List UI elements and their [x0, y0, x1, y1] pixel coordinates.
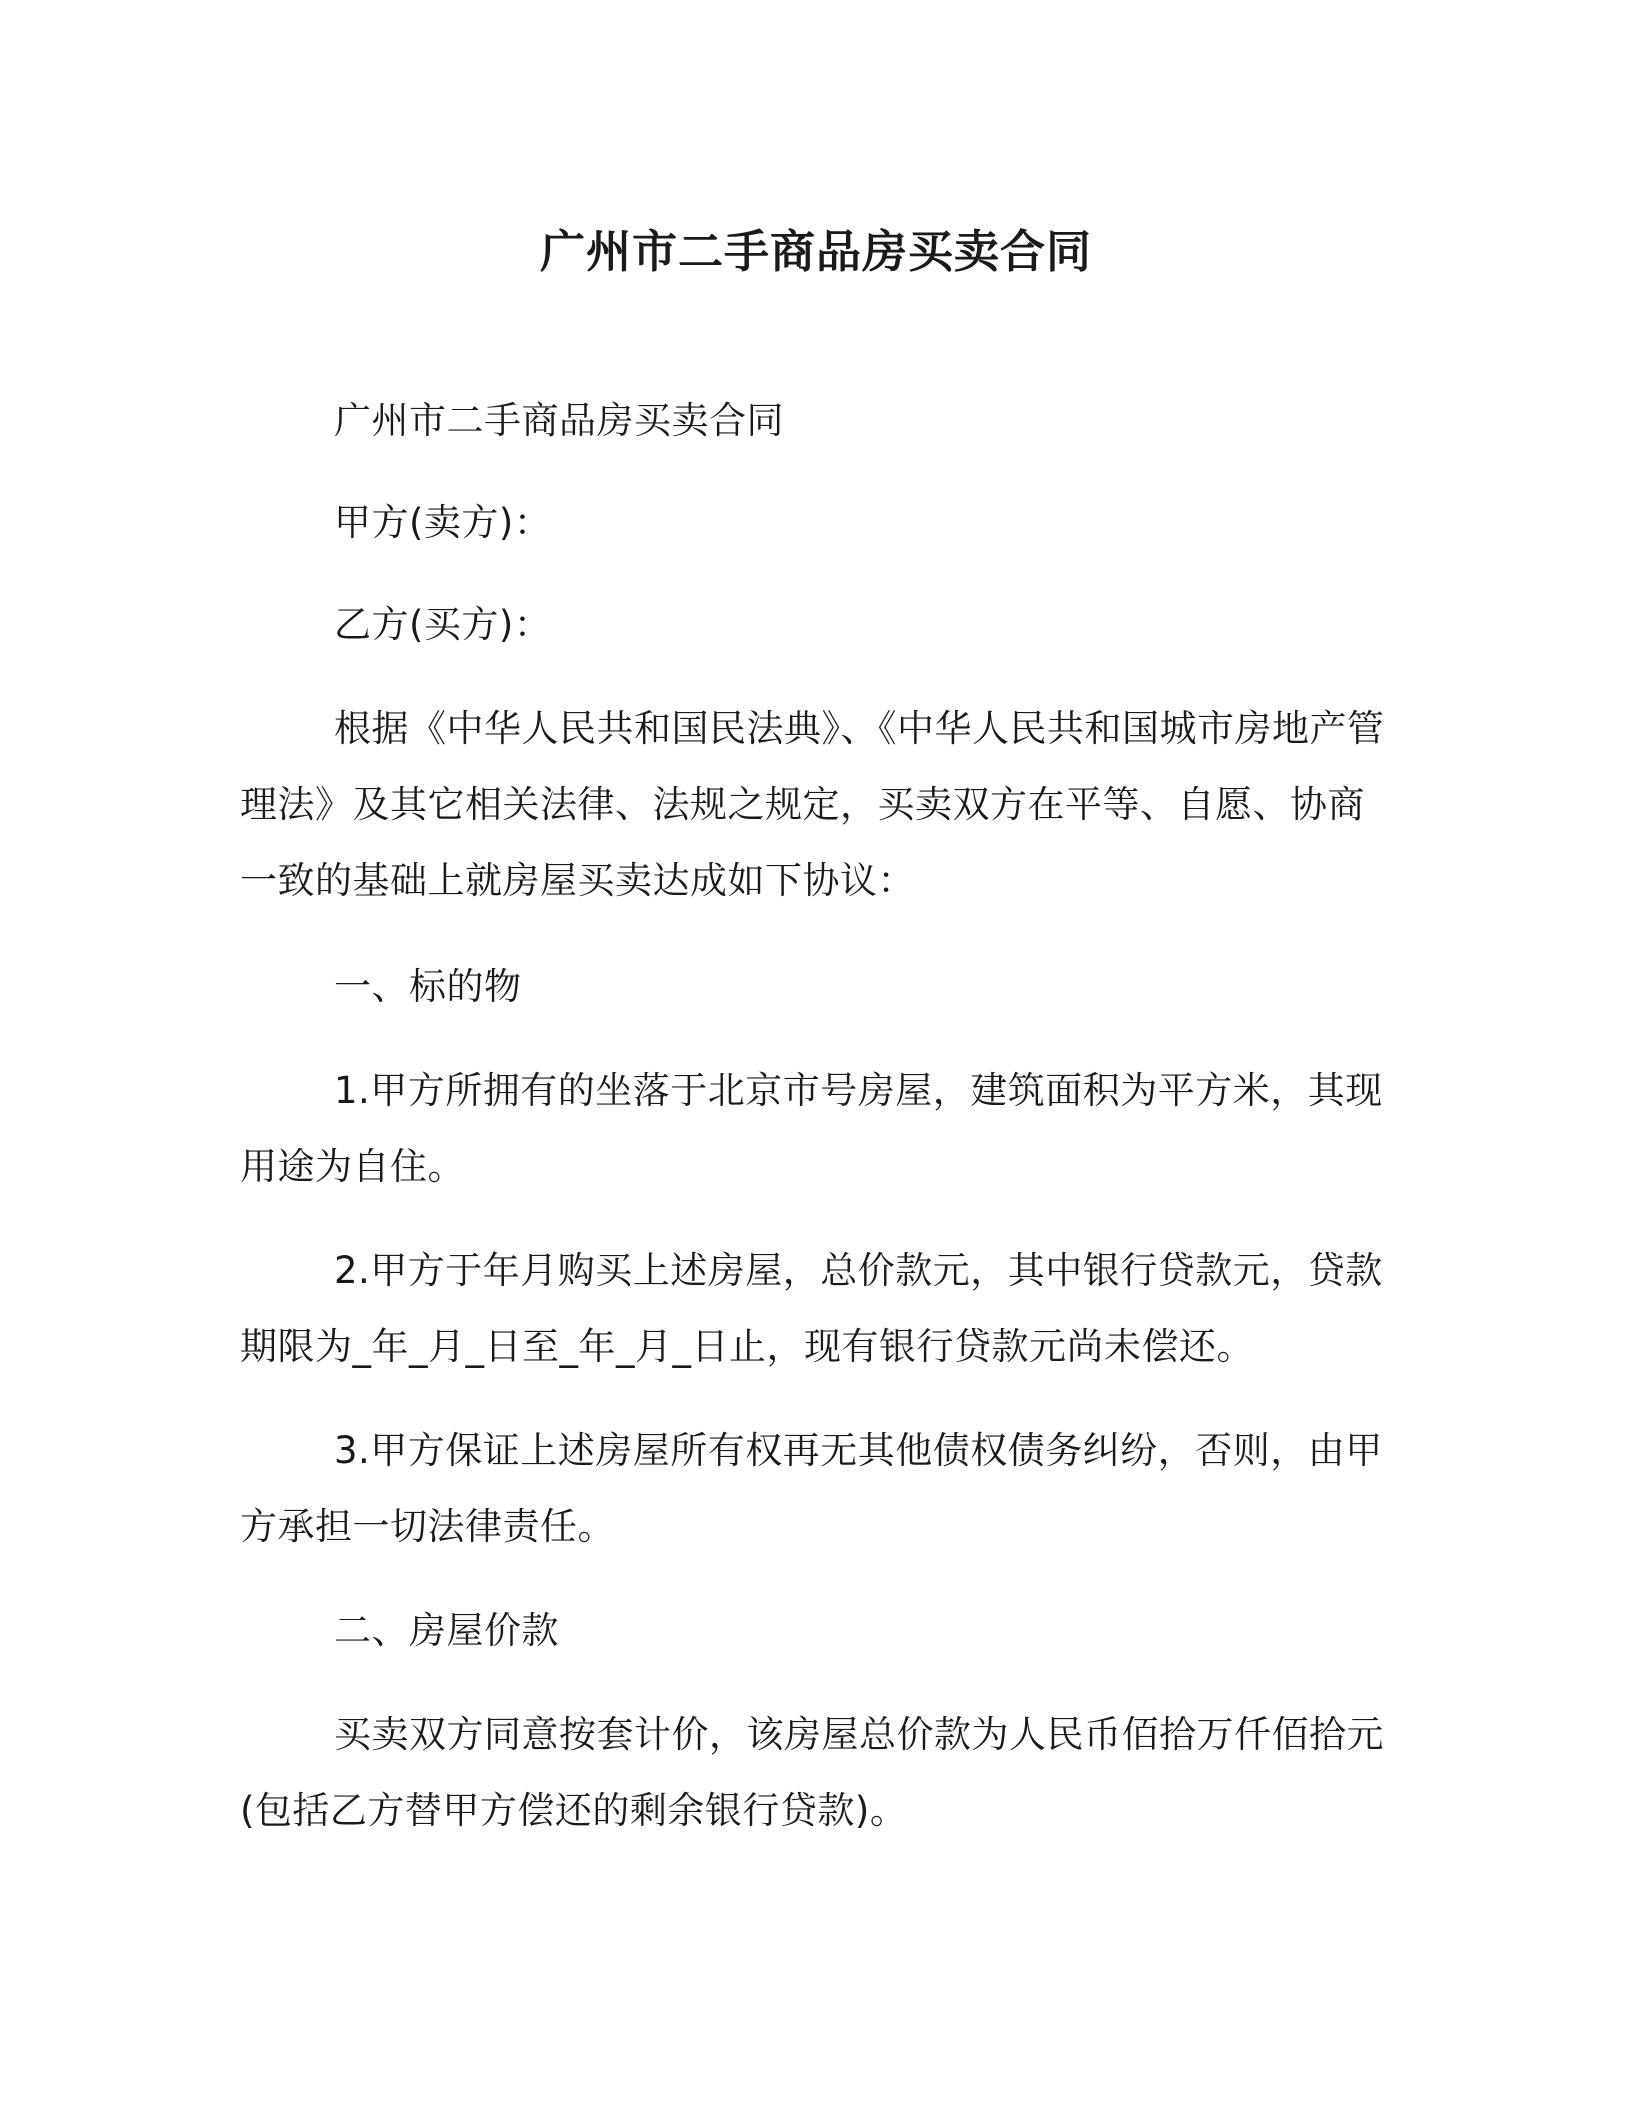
clause-2: 2.甲方于年月购买上述房屋，总价款元，其中银行贷款元，贷款期限为_年_月_日至_年_月_日止，现有银行贷款元尚未偿还。 [240, 1249, 1383, 1368]
section-heading-subject: 一、标的物 [334, 965, 522, 1008]
document-title: 广州市二手商品房买卖合同 [539, 225, 1092, 278]
preamble-paragraph: 根据《中华人民共和国民法典》、《中华人民共和国城市房地产管理法》及其它相关法律、法规之规定，买卖双方在平等、自愿、协商一致的基础上就房屋买卖达成如下协议： [240, 707, 1385, 902]
party-a-line: 甲方(卖方)： [334, 501, 552, 544]
section-heading-price: 二、房屋价款 [334, 1609, 559, 1652]
clause-1: 1.甲方所拥有的坐落于北京市号房屋，建筑面积为平方米，其现用途为自住。 [240, 1069, 1383, 1188]
price-clause: 买卖双方同意按套计价，该房屋总价款为人民币佰拾万仟佰拾元(包括乙方替甲方偿还的剩余银行贷款)。 [240, 1713, 1384, 1832]
subtitle-paragraph: 广州市二手商品房买卖合同 [334, 399, 784, 442]
clause-3: 3.甲方保证上述房屋所有权再无其他债权债务纠纷，否则，由甲方承担一切法律责任。 [240, 1429, 1383, 1548]
party-b-line: 乙方(买方)： [334, 603, 552, 646]
